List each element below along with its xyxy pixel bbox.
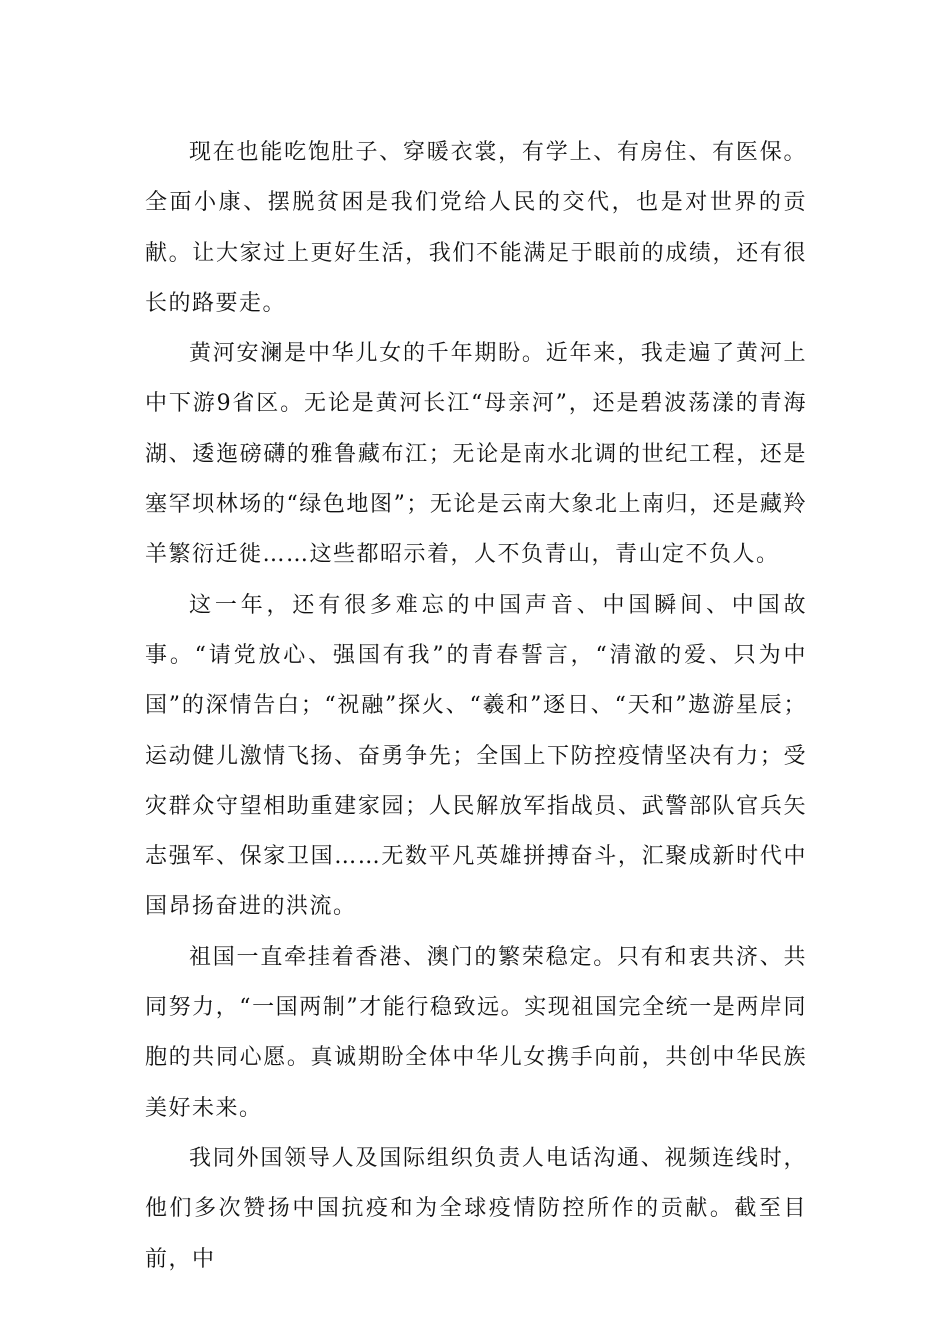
paragraph-1: 现在也能吃饱肚子、穿暖衣裳，有学上、有房住、有医保。全面小康、摆脱贫困是我们党给人民的交代，也是对世界的贡献。让大家过上更好生活，我们不能满足于眼前的成绩，还有很长的路要走。 [145, 140, 807, 316]
paragraph-3: 这一年，还有很多难忘的中国声音、中国瞬间、中国故事。“请党放心、强国有我”的青春誓言，“清澈的爱、只为中国”的深情告白；“祝融”探火、“羲和”逐日、“天和”遨游星辰；运动健儿激情飞扬、奋勇争先；全国上下防控疫情坚决有力；受灾群众守望相助重建家园；人民解放军指战员、武警部队官兵矢志强军、保家卫国……无数平凡英雄拼搏奋斗，汇聚成新时代中国昂扬奋进的洪流。 [145, 592, 807, 920]
paragraph-4: 祖国一直牵挂着香港、澳门的繁荣稳定。只有和衷共济、共同努力，“一国两制”才能行稳致远。实现祖国完全统一是两岸同胞的共同心愿。真诚期盼全体中华儿女携手向前，共创中华民族美好未来。 [145, 944, 807, 1121]
document-body [145, 128, 807, 1285]
paragraph-5: 我同外国领导人及国际组织负责人电话沟通、视频连线时，他们多次赞扬中国抗疫和为全球疫情防控所作的贡献。截至目前，中 [145, 1145, 807, 1272]
paragraph-2: 黄河安澜是中华儿女的千年期盼。近年来，我走遍了黄河上中下游9省区。无论是黄河长江“母亲河”，还是碧波荡漾的青海湖、逶迤磅礴的雅鲁藏布江；无论是南水北调的世纪工程，还是塞罕坝林场的“绿色地图”；无论是云南大象北上南归，还是藏羚羊繁衍迁徙……这些都昭示着，人不负青山，青山定不负人。 [145, 341, 807, 568]
